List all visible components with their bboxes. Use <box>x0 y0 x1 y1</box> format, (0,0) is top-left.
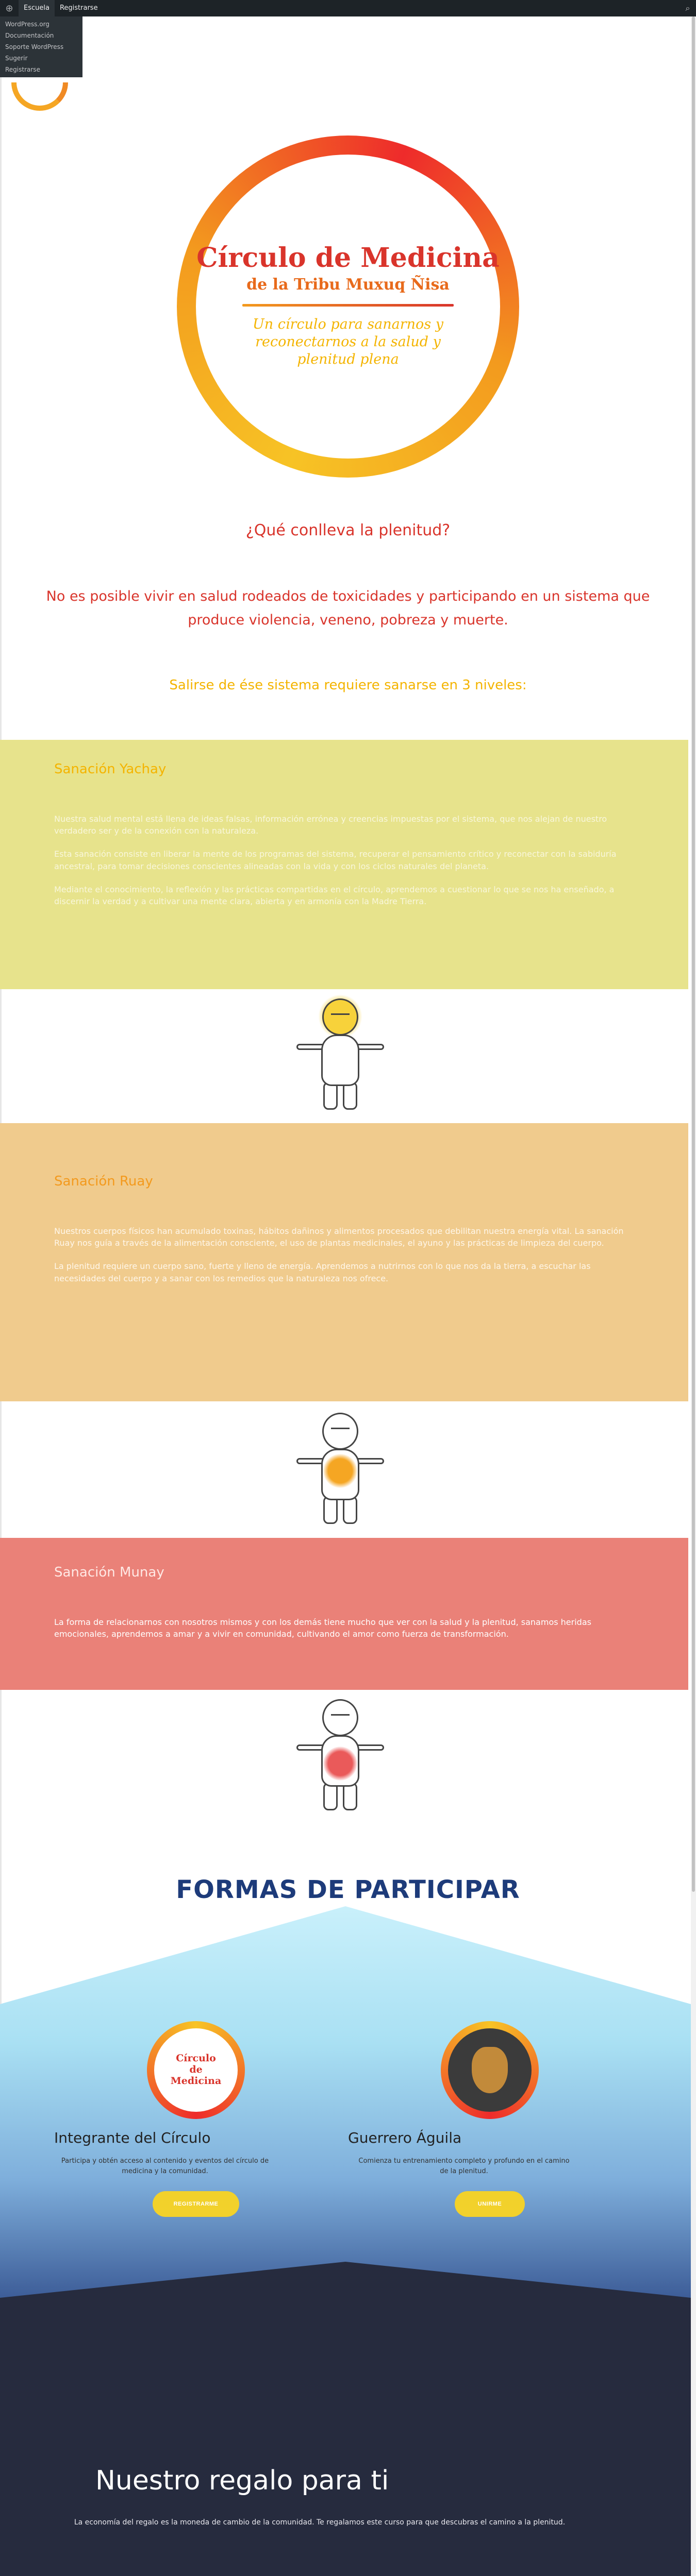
section-ruay-p1: Nuestros cuerpos físicos han acumulado toxinas, hábitos dañinos y alimentos procesados que debilitan nuestra energía vital. La sanación Ruay nos guía a través de la alimentación consciente, el uso de plantas medicinales, el ayuno y las prácticas de limpieza del cuerpo. <box>54 1226 624 1248</box>
admin-bar-registrarse[interactable]: Registrarse <box>59 4 98 12</box>
section-munay-title: Sanación Munay <box>54 1565 164 1580</box>
section-ruay-title: Sanación Ruay <box>54 1174 153 1189</box>
gift-heading: Nuestro regalo para ti <box>95 2465 389 2496</box>
section-ruay <box>0 1123 688 1401</box>
page-scrollbar[interactable] <box>691 16 696 2576</box>
section-yachay-p2: Esta sanación consiste en liberar la mente de los programas del sistema, recuperar el pensamiento crítico y reconectar con la sabiduría ancestral, para tomar decisiones conscientes alineadas con la vida y con los ciclos naturales del planeta. <box>54 849 617 871</box>
hero-divider <box>242 304 454 307</box>
circulo-logo-line1: Círculo <box>176 2053 216 2064</box>
participation-band <box>0 1906 691 2298</box>
section-munay-p1: La forma de relacionarnos con nosotros mismos y con los demás tiene mucho que ver con la salud y la plenitud, sanamos heridas emocionales, aprendemos a amar y a vivir en comunidad, cultivando el amor como fuerza de transformación. <box>54 1617 591 1639</box>
body-figure-head-icon <box>296 998 384 1112</box>
section-yachay-p1: Nuestra salud mental está llena de ideas falsas, información errónea y creencias impuestas por el sistema, que nos alejan de nuestro verdadero ser y de la conexión con la naturaleza. <box>54 814 607 836</box>
gift-text: La economía del regalo es la moneda de cambio de la comunidad. Te regalamos este curso para que descubras el camino a la plenitud. <box>74 2518 566 2527</box>
admin-bar <box>0 0 696 16</box>
question-heading: ¿Qué conlleva la plenitud? <box>245 521 451 539</box>
card-integrante-text: Participa y obtén acceso al contenido y eventos del círculo de medicina y la comunidad. <box>61 2157 269 2175</box>
body-figure-heart-icon <box>296 1699 384 1812</box>
hero-tagline: Un círculo para sanarnos y reconectarnos a la salud y plenitud plena <box>252 316 444 367</box>
section-yachay-title: Sanación Yachay <box>54 761 167 777</box>
card-guerrero-title: Guerrero Águila <box>348 2129 462 2146</box>
menu-item-documentacion[interactable]: Documentación <box>5 32 54 39</box>
unirme-button[interactable]: UNIRME <box>455 2191 525 2217</box>
search-icon[interactable]: ⌕ <box>685 3 690 13</box>
wordpress-logo-icon[interactable]: ⊕ <box>5 3 13 14</box>
menu-item-soporte[interactable]: Soporte WordPress <box>5 43 64 50</box>
admin-bar-escuela[interactable]: Escuela <box>19 0 55 16</box>
section-ruay-p2: La plenitud requiere un cuerpo sano, fuerte y lleno de energía. Aprendemos a nutrirnos con lo que nos da la tierra, a escuchar las necesidades del cuerpo y a sanar con los remedios que la naturaleza nos ofrece. <box>54 1261 591 1283</box>
site-logo[interactable] <box>11 82 68 111</box>
card-guerrero-text: Comienza tu entrenamiento completo y profundo en el camino de la plenitud. <box>358 2157 570 2175</box>
card-integrante-title: Integrante del Círculo <box>54 2129 211 2146</box>
formas-heading: FORMAS DE PARTICIPAR <box>176 1875 520 1904</box>
circulo-logo <box>147 2021 245 2119</box>
guerrero-aguila-logo <box>441 2021 539 2119</box>
section-munay <box>0 1538 688 1690</box>
menu-item-sugerir[interactable]: Sugerir <box>5 55 28 62</box>
wp-logo-dropdown <box>0 16 82 77</box>
menu-item-wordpress-org[interactable]: WordPress.org <box>5 21 49 28</box>
hero-logo-ring <box>177 135 519 478</box>
hero-logo-inner <box>196 155 500 459</box>
gift-section <box>0 2262 691 2576</box>
question-note: Salirse de ése sistema requiere sanarse en 3 niveles: <box>169 677 527 693</box>
hero-title: Círculo de Medicina <box>196 242 500 274</box>
question-text: No es posible vivir en salud rodeados de toxicidades y participando en un sistema que produce violencia, veneno, pobreza y muerte. <box>46 588 650 628</box>
menu-item-registrarse[interactable]: Registrarse <box>5 66 40 73</box>
hero-subtitle: de la Tribu Muxuq Ñisa <box>246 276 450 294</box>
body-figure-belly-icon <box>296 1413 384 1526</box>
circulo-logo-line3: Medicina <box>170 2075 222 2087</box>
registrarme-button[interactable]: REGISTRARME <box>153 2191 239 2217</box>
circulo-logo-line2: de <box>189 2064 203 2076</box>
section-yachay-p3: Mediante el conocimiento, la reflexión y las prácticas compartidas en el círculo, aprendemos a cuestionar lo que se nos ha enseñado, a discernir la verdad y a cultivar una mente clara, abierta y en armonía con la Madre Tierra. <box>54 884 615 906</box>
section-yachay <box>0 740 688 989</box>
